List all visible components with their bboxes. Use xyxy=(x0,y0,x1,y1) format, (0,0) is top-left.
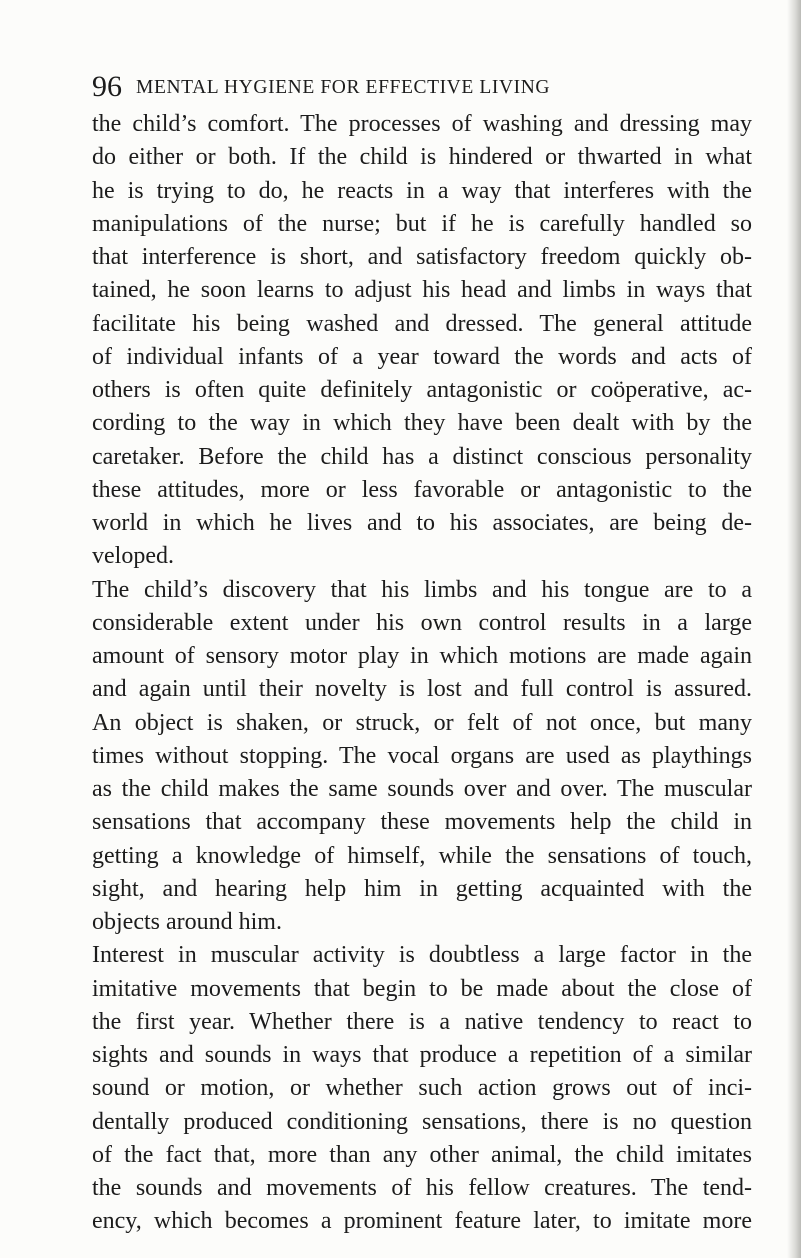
text-line: the sounds and movements of his fellow creatures. The tend- xyxy=(92,1175,752,1201)
paragraph-first-line: The child’s discovery that his limbs and his tongue are to a xyxy=(92,576,752,603)
text-line: world in which he lives and to his associates, are being de- xyxy=(92,510,752,536)
text-line: tained, he soon learns to adjust his head and limbs in ways that xyxy=(92,277,752,304)
text-line: times without stopping. The vocal organs are used as playthings xyxy=(92,742,752,769)
running-head xyxy=(92,70,752,104)
text-line: these attitudes, more or less favorable or antagonistic to the xyxy=(92,476,752,503)
text-line: that interference is short, and satisfactory freedom quickly ob- xyxy=(92,244,752,270)
text-line: amount of sensory motor play in which motions are made again xyxy=(92,643,752,669)
text-line: sights and sounds in ways that produce a repetition of a similar xyxy=(92,1042,752,1068)
text-line: dentally produced conditioning sensations, there is no question xyxy=(92,1108,752,1135)
text-line: and again until their novelty is lost and full control is assured. xyxy=(92,676,752,703)
text-line: of individual infants of a year toward the words and acts of xyxy=(92,343,752,370)
text-line: veloped. xyxy=(92,543,174,570)
text-line: sight, and hearing help him in getting acquainted with the xyxy=(92,875,752,902)
text-line: he is trying to do, he reacts in a way that interferes with the xyxy=(92,177,752,204)
running-title: MENTAL HYGIENE FOR EFFECTIVE LIVING xyxy=(136,77,551,98)
text-line: caretaker. Before the child has a distinct conscious personality xyxy=(92,443,752,470)
text-line: others is often quite definitely antagonistic or coöperative, ac- xyxy=(92,377,752,403)
text-line: do either or both. If the child is hindered or thwarted in what xyxy=(92,144,752,171)
text-line: the first year. Whether there is a native tendency to react to xyxy=(92,1008,752,1035)
text-line: facilitate his being washed and dressed. The general attitude xyxy=(92,310,752,337)
text-line: ency, which becomes a prominent feature later, to imitate more xyxy=(92,1208,752,1235)
body-text xyxy=(92,108,752,1239)
text-line: as the child makes the same sounds over and over. The muscular xyxy=(92,776,752,802)
text-line: manipulations of the nurse; but if he is carefully handled so xyxy=(92,210,752,237)
page-edge-shadow xyxy=(787,0,801,1258)
text-line: An object is shaken, or struck, or felt of not once, but many xyxy=(92,709,752,736)
text-line: getting a knowledge of himself, while the sensations of touch, xyxy=(92,842,752,869)
text-line: the child’s comfort. The processes of washing and dressing may xyxy=(92,111,752,137)
text-line: considerable extent under his own control results in a large xyxy=(92,609,752,636)
text-line: imitative movements that begin to be made about the close of xyxy=(92,975,752,1002)
text-line: of the fact that, more than any other animal, the child imitates xyxy=(92,1141,752,1168)
text-line: objects around him. xyxy=(92,909,282,935)
text-line: sensations that accompany these movements help the child in xyxy=(92,809,752,836)
paragraph-first-line: Interest in muscular activity is doubtless a large factor in the xyxy=(92,942,752,969)
text-line: cording to the way in which they have been dealt with by the xyxy=(92,410,752,437)
text-line: sound or motion, or whether such action grows out of inci- xyxy=(92,1075,752,1102)
page-number: 96 xyxy=(92,70,122,103)
